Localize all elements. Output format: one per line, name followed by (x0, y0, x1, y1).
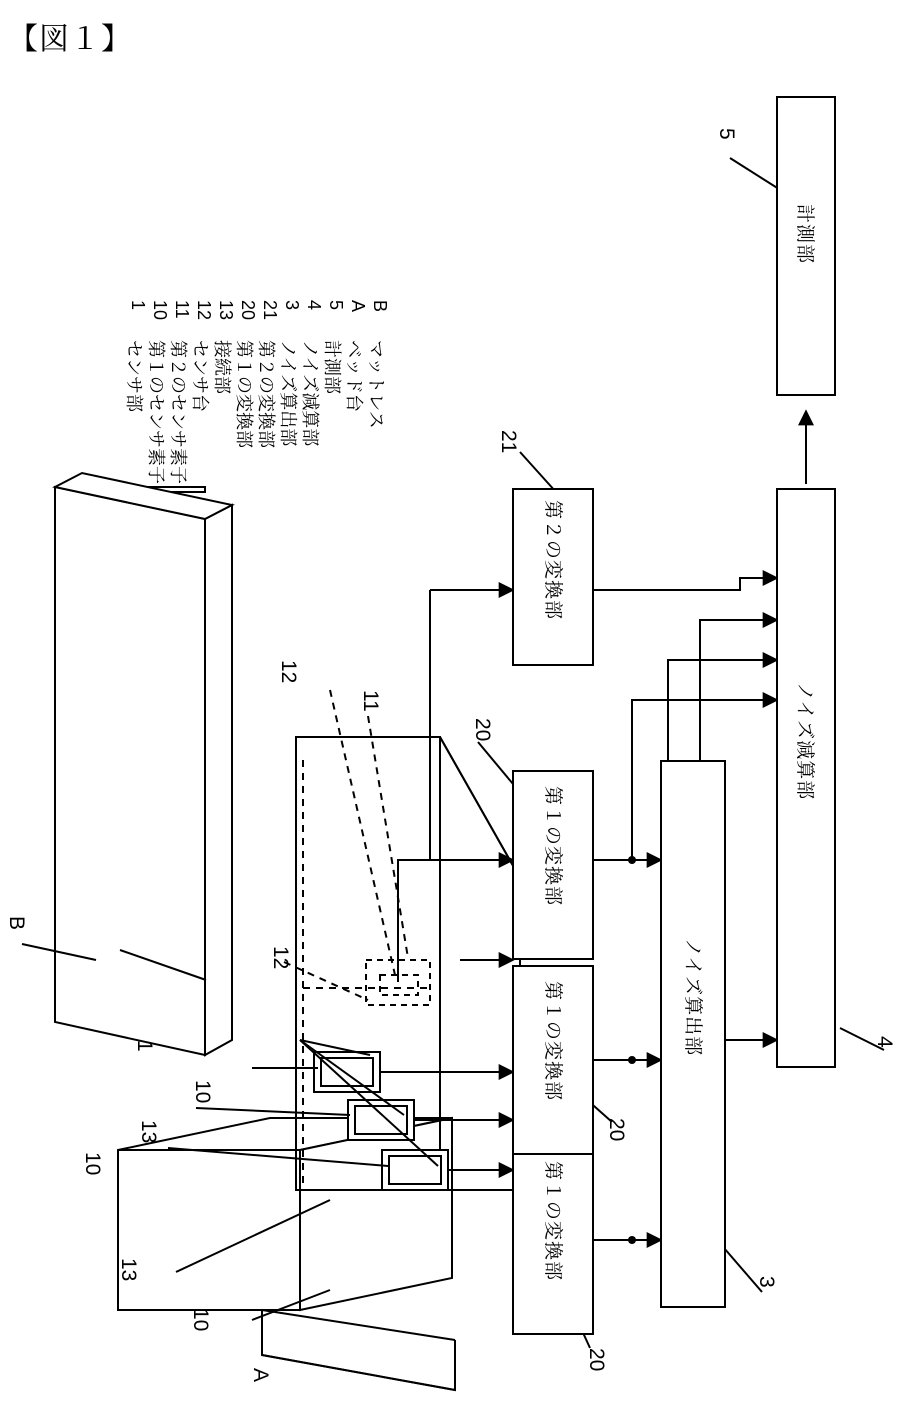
callout-10-a: 10 (191, 1080, 214, 1104)
legend-item-9-num: 5 (326, 300, 346, 311)
legend-item-0-num: 1 (128, 300, 148, 311)
legend-item-3-num: 12 (194, 300, 214, 321)
callout-20-a: 20 (471, 718, 494, 742)
block-label-second-converter: 第２の変換部 (542, 500, 563, 621)
block-measurement-unit (776, 96, 836, 396)
figure-title: 【図１】 (8, 23, 132, 56)
callout-10-c: 10 (189, 1308, 212, 1332)
callout-13-a: 13 (137, 1120, 160, 1144)
legend-item-5-num: 20 (238, 300, 258, 321)
legend-item-7-label: ノイズ算出部 (278, 340, 298, 447)
legend-item-4-label: 接続部 (212, 340, 232, 394)
block-label-first-converter-b: 第１の変換部 (542, 981, 563, 1102)
legend-item-11-num: B (370, 300, 390, 313)
block-noise-calculator (660, 760, 726, 1308)
legend-item-5-label: 第１の変換部 (234, 340, 254, 448)
block-label-noise-subtractor: ノイズ減算部 (794, 682, 815, 801)
legend-item-6-label: 第２の変換部 (256, 340, 276, 448)
legend-item-2-label: 第２のセンサ素子 (168, 340, 188, 484)
callout-13-b: 13 (117, 1258, 140, 1282)
legend-item-11-label: マットレス (366, 340, 386, 429)
block-label-first-converter-a: 第１の変換部 (542, 786, 563, 907)
block-second-converter (512, 488, 594, 666)
block-label-measurement-unit: 計測部 (794, 204, 815, 265)
block-label-noise-calculator: ノイズ算出部 (682, 938, 703, 1057)
block-first-converter-a (512, 770, 594, 960)
block-noise-subtractor (776, 488, 836, 1068)
callout-20-b: 20 (605, 1118, 628, 1142)
callout-12-b: 12 (269, 946, 292, 970)
callout-A: A (249, 1368, 272, 1383)
legend-item-8-num: 4 (304, 300, 324, 311)
legend-item-10-label: ベッド台 (344, 340, 364, 412)
callout-10-b: 10 (81, 1152, 104, 1176)
legend-item-4-num: 13 (216, 300, 236, 321)
callout-4: 4 (873, 1036, 896, 1048)
legend-item-2-num: 11 (172, 300, 192, 319)
legend-item-8-label: ノイズ減算部 (300, 340, 320, 447)
legend-item-7-num: 3 (282, 300, 302, 311)
legend-item-3-label: センサ台 (190, 340, 210, 412)
block-first-converter-b (512, 965, 594, 1155)
callout-11: 11 (359, 690, 382, 712)
legend-item-0-label: センサ部 (124, 340, 144, 412)
legend-item-9-label: 計測部 (322, 340, 342, 394)
legend-item-1-num: 10 (150, 300, 170, 321)
callout-21: 21 (497, 430, 520, 454)
callout-1: 1 (133, 1040, 156, 1052)
block-first-converter-c (512, 1145, 594, 1335)
callout-20-c: 20 (585, 1348, 608, 1372)
legend-item-6-num: 21 (260, 300, 280, 321)
callout-12-a: 12 (277, 660, 300, 684)
callout-3: 3 (755, 1276, 778, 1288)
callout-B: B (5, 916, 28, 931)
legend-item-10-num: A (348, 300, 368, 313)
legend-item-1-label: 第１のセンサ素子 (146, 340, 166, 484)
block-label-first-converter-c: 第１の変換部 (542, 1161, 563, 1282)
callout-5: 5 (715, 128, 738, 140)
